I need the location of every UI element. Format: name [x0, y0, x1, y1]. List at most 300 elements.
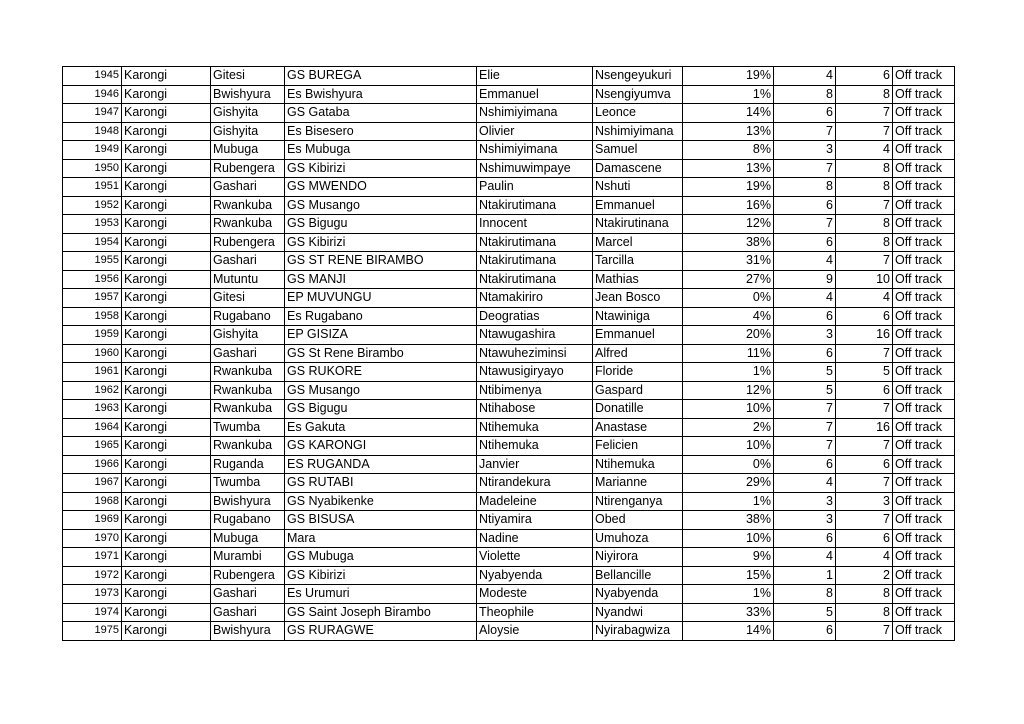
percentage-cell: 15% [683, 566, 774, 585]
table-row [63, 400, 955, 419]
row-number-cell: 1949 [63, 141, 122, 160]
score-b-cell: 4 [836, 289, 893, 308]
percentage-cell: 9% [683, 548, 774, 567]
last-name-cell: Marcel [593, 233, 683, 252]
score-a-cell: 6 [774, 196, 836, 215]
table-row [63, 85, 955, 104]
district-cell: Karongi [122, 289, 211, 308]
score-b-cell: 7 [836, 252, 893, 271]
score-b-cell: 8 [836, 85, 893, 104]
last-name-cell: Umuhoza [593, 529, 683, 548]
school-cell: Es Bwishyura [285, 85, 477, 104]
status-cell: Off track [893, 307, 955, 326]
status-cell: Off track [893, 104, 955, 123]
percentage-cell: 27% [683, 270, 774, 289]
district-cell: Karongi [122, 437, 211, 456]
score-b-cell: 8 [836, 178, 893, 197]
score-a-cell: 5 [774, 363, 836, 382]
school-cell: GS Bigugu [285, 400, 477, 419]
score-a-cell: 9 [774, 270, 836, 289]
score-b-cell: 8 [836, 603, 893, 622]
status-cell: Off track [893, 270, 955, 289]
score-b-cell: 7 [836, 400, 893, 419]
table-row [63, 178, 955, 197]
sector-cell: Rubengera [211, 233, 285, 252]
percentage-cell: 1% [683, 585, 774, 604]
sector-cell: Mubuga [211, 141, 285, 160]
status-cell: Off track [893, 511, 955, 530]
sector-cell: Rugabano [211, 307, 285, 326]
sector-cell: Gashari [211, 344, 285, 363]
last-name-cell: Damascene [593, 159, 683, 178]
score-a-cell: 3 [774, 511, 836, 530]
score-a-cell: 6 [774, 307, 836, 326]
school-cell: Es Bisesero [285, 122, 477, 141]
percentage-cell: 2% [683, 418, 774, 437]
district-cell: Karongi [122, 548, 211, 567]
percentage-cell: 14% [683, 104, 774, 123]
table-row [63, 196, 955, 215]
table-row [63, 566, 955, 585]
last-name-cell: Anastase [593, 418, 683, 437]
percentage-cell: 10% [683, 400, 774, 419]
school-cell: Es Gakuta [285, 418, 477, 437]
status-cell: Off track [893, 400, 955, 419]
percentage-cell: 1% [683, 492, 774, 511]
percentage-cell: 10% [683, 529, 774, 548]
district-cell: Karongi [122, 474, 211, 493]
percentage-cell: 14% [683, 622, 774, 641]
first-name-cell: Ntamakiriro [477, 289, 593, 308]
school-cell: GS Kibirizi [285, 159, 477, 178]
first-name-cell: Paulin [477, 178, 593, 197]
status-cell: Off track [893, 67, 955, 86]
first-name-cell: Ntakirutimana [477, 252, 593, 271]
last-name-cell: Nshimiyimana [593, 122, 683, 141]
percentage-cell: 13% [683, 159, 774, 178]
table-row [63, 122, 955, 141]
percentage-cell: 38% [683, 511, 774, 530]
row-number-cell: 1961 [63, 363, 122, 382]
row-number-cell: 1945 [63, 67, 122, 86]
percentage-cell: 1% [683, 363, 774, 382]
sector-cell: Ruganda [211, 455, 285, 474]
score-b-cell: 7 [836, 196, 893, 215]
score-a-cell: 5 [774, 603, 836, 622]
school-cell: GS Kibirizi [285, 566, 477, 585]
first-name-cell: Olivier [477, 122, 593, 141]
sector-cell: Gashari [211, 585, 285, 604]
score-a-cell: 8 [774, 85, 836, 104]
first-name-cell: Ntakirutimana [477, 196, 593, 215]
row-number-cell: 1955 [63, 252, 122, 271]
row-number-cell: 1965 [63, 437, 122, 456]
first-name-cell: Ntakirutimana [477, 270, 593, 289]
first-name-cell: Ntiyamira [477, 511, 593, 530]
school-cell: Es Mubuga [285, 141, 477, 160]
first-name-cell: Ntihemuka [477, 418, 593, 437]
score-b-cell: 5 [836, 363, 893, 382]
percentage-cell: 31% [683, 252, 774, 271]
score-a-cell: 4 [774, 67, 836, 86]
percentage-cell: 13% [683, 122, 774, 141]
percentage-cell: 10% [683, 437, 774, 456]
status-cell: Off track [893, 122, 955, 141]
table-row [63, 307, 955, 326]
sector-cell: Gashari [211, 603, 285, 622]
district-cell: Karongi [122, 400, 211, 419]
score-b-cell: 4 [836, 141, 893, 160]
district-cell: Karongi [122, 511, 211, 530]
district-cell: Karongi [122, 67, 211, 86]
school-cell: GS St Rene Birambo [285, 344, 477, 363]
score-a-cell: 7 [774, 400, 836, 419]
school-cell: GS KARONGI [285, 437, 477, 456]
score-b-cell: 6 [836, 67, 893, 86]
row-number-cell: 1953 [63, 215, 122, 234]
score-a-cell: 3 [774, 326, 836, 345]
score-a-cell: 6 [774, 233, 836, 252]
last-name-cell: Bellancille [593, 566, 683, 585]
last-name-cell: Mathias [593, 270, 683, 289]
percentage-cell: 0% [683, 289, 774, 308]
district-cell: Karongi [122, 104, 211, 123]
sector-cell: Mutuntu [211, 270, 285, 289]
last-name-cell: Tarcilla [593, 252, 683, 271]
row-number-cell: 1967 [63, 474, 122, 493]
first-name-cell: Innocent [477, 215, 593, 234]
sector-cell: Gashari [211, 252, 285, 271]
sector-cell: Gishyita [211, 326, 285, 345]
percentage-cell: 11% [683, 344, 774, 363]
status-cell: Off track [893, 289, 955, 308]
percentage-cell: 33% [683, 603, 774, 622]
last-name-cell: Ntakirutinana [593, 215, 683, 234]
score-a-cell: 4 [774, 548, 836, 567]
last-name-cell: Nyandwi [593, 603, 683, 622]
district-cell: Karongi [122, 159, 211, 178]
first-name-cell: Ntawusigiryayo [477, 363, 593, 382]
status-cell: Off track [893, 215, 955, 234]
row-number-cell: 1970 [63, 529, 122, 548]
last-name-cell: Nyabyenda [593, 585, 683, 604]
score-a-cell: 4 [774, 289, 836, 308]
row-number-cell: 1948 [63, 122, 122, 141]
table-row [63, 159, 955, 178]
status-cell: Off track [893, 196, 955, 215]
last-name-cell: Nsengeyukuri [593, 67, 683, 86]
sector-cell: Rwankuba [211, 400, 285, 419]
school-cell: GS Kibirizi [285, 233, 477, 252]
status-cell: Off track [893, 603, 955, 622]
district-cell: Karongi [122, 585, 211, 604]
table-row [63, 363, 955, 382]
status-cell: Off track [893, 344, 955, 363]
status-cell: Off track [893, 566, 955, 585]
row-number-cell: 1952 [63, 196, 122, 215]
district-cell: Karongi [122, 178, 211, 197]
percentage-cell: 19% [683, 178, 774, 197]
first-name-cell: Deogratias [477, 307, 593, 326]
row-number-cell: 1958 [63, 307, 122, 326]
percentage-cell: 8% [683, 141, 774, 160]
school-cell: GS MWENDO [285, 178, 477, 197]
first-name-cell: Ntihabose [477, 400, 593, 419]
status-cell: Off track [893, 437, 955, 456]
first-name-cell: Nshimiyimana [477, 141, 593, 160]
school-cell: Es Rugabano [285, 307, 477, 326]
district-cell: Karongi [122, 455, 211, 474]
sector-cell: Gitesi [211, 289, 285, 308]
row-number-cell: 1971 [63, 548, 122, 567]
last-name-cell: Ntihemuka [593, 455, 683, 474]
last-name-cell: Emmanuel [593, 326, 683, 345]
table-row [63, 67, 955, 86]
school-cell: GS MANJI [285, 270, 477, 289]
sector-cell: Gitesi [211, 67, 285, 86]
table-row [63, 141, 955, 160]
first-name-cell: Madeleine [477, 492, 593, 511]
sector-cell: Bwishyura [211, 492, 285, 511]
row-number-cell: 1962 [63, 381, 122, 400]
last-name-cell: Obed [593, 511, 683, 530]
last-name-cell: Samuel [593, 141, 683, 160]
score-a-cell: 7 [774, 122, 836, 141]
score-a-cell: 4 [774, 252, 836, 271]
first-name-cell: Ntibimenya [477, 381, 593, 400]
table-row [63, 529, 955, 548]
table-row [63, 215, 955, 234]
row-number-cell: 1974 [63, 603, 122, 622]
table-row [63, 455, 955, 474]
first-name-cell: Nadine [477, 529, 593, 548]
score-b-cell: 7 [836, 122, 893, 141]
district-cell: Karongi [122, 196, 211, 215]
table-row [63, 418, 955, 437]
first-name-cell: Ntawuheziminsi [477, 344, 593, 363]
table-row [63, 270, 955, 289]
status-cell: Off track [893, 622, 955, 641]
first-name-cell: Ntihemuka [477, 437, 593, 456]
status-cell: Off track [893, 474, 955, 493]
row-number-cell: 1954 [63, 233, 122, 252]
district-cell: Karongi [122, 252, 211, 271]
school-cell: GS RURAGWE [285, 622, 477, 641]
row-number-cell: 1960 [63, 344, 122, 363]
school-cell: GS BUREGA [285, 67, 477, 86]
last-name-cell: Nsengiyumva [593, 85, 683, 104]
school-cell: ES RUGANDA [285, 455, 477, 474]
status-cell: Off track [893, 529, 955, 548]
status-cell: Off track [893, 326, 955, 345]
row-number-cell: 1951 [63, 178, 122, 197]
sector-cell: Gashari [211, 178, 285, 197]
table-row [63, 344, 955, 363]
sector-cell: Bwishyura [211, 85, 285, 104]
first-name-cell: Violette [477, 548, 593, 567]
status-cell: Off track [893, 418, 955, 437]
score-b-cell: 7 [836, 622, 893, 641]
sector-cell: Twumba [211, 474, 285, 493]
table-row [63, 511, 955, 530]
percentage-cell: 20% [683, 326, 774, 345]
score-a-cell: 3 [774, 492, 836, 511]
percentage-cell: 0% [683, 455, 774, 474]
sector-cell: Bwishyura [211, 622, 285, 641]
last-name-cell: Donatille [593, 400, 683, 419]
first-name-cell: Elie [477, 67, 593, 86]
first-name-cell: Ntakirutimana [477, 233, 593, 252]
last-name-cell: Jean Bosco [593, 289, 683, 308]
first-name-cell: Ntirandekura [477, 474, 593, 493]
row-number-cell: 1946 [63, 85, 122, 104]
district-cell: Karongi [122, 122, 211, 141]
score-a-cell: 7 [774, 159, 836, 178]
district-cell: Karongi [122, 85, 211, 104]
sector-cell: Gishyita [211, 104, 285, 123]
score-b-cell: 7 [836, 437, 893, 456]
district-cell: Karongi [122, 381, 211, 400]
school-cell: GS Bigugu [285, 215, 477, 234]
school-cell: GS BISUSA [285, 511, 477, 530]
score-b-cell: 7 [836, 511, 893, 530]
score-b-cell: 16 [836, 418, 893, 437]
row-number-cell: 1947 [63, 104, 122, 123]
school-cell: GS Mubuga [285, 548, 477, 567]
score-a-cell: 8 [774, 178, 836, 197]
sector-cell: Mubuga [211, 529, 285, 548]
score-b-cell: 7 [836, 474, 893, 493]
score-b-cell: 7 [836, 344, 893, 363]
district-cell: Karongi [122, 622, 211, 641]
table-row [63, 233, 955, 252]
row-number-cell: 1956 [63, 270, 122, 289]
score-b-cell: 8 [836, 159, 893, 178]
table-row [63, 548, 955, 567]
school-cell: GS Saint Joseph Birambo [285, 603, 477, 622]
district-cell: Karongi [122, 566, 211, 585]
last-name-cell: Niyirora [593, 548, 683, 567]
score-b-cell: 8 [836, 585, 893, 604]
percentage-cell: 16% [683, 196, 774, 215]
last-name-cell: Nshuti [593, 178, 683, 197]
row-number-cell: 1973 [63, 585, 122, 604]
score-a-cell: 6 [774, 622, 836, 641]
row-number-cell: 1959 [63, 326, 122, 345]
score-a-cell: 4 [774, 474, 836, 493]
status-cell: Off track [893, 585, 955, 604]
status-cell: Off track [893, 85, 955, 104]
first-name-cell: Ntawugashira [477, 326, 593, 345]
status-cell: Off track [893, 233, 955, 252]
first-name-cell: Aloysie [477, 622, 593, 641]
row-number-cell: 1975 [63, 622, 122, 641]
school-cell: EP GISIZA [285, 326, 477, 345]
table-row [63, 326, 955, 345]
row-number-cell: 1963 [63, 400, 122, 419]
school-cell: GS Gataba [285, 104, 477, 123]
district-cell: Karongi [122, 529, 211, 548]
last-name-cell: Emmanuel [593, 196, 683, 215]
score-b-cell: 8 [836, 215, 893, 234]
status-cell: Off track [893, 252, 955, 271]
score-a-cell: 6 [774, 104, 836, 123]
status-cell: Off track [893, 178, 955, 197]
school-cell: GS RUKORE [285, 363, 477, 382]
sector-cell: Rwankuba [211, 363, 285, 382]
percentage-cell: 19% [683, 67, 774, 86]
first-name-cell: Janvier [477, 455, 593, 474]
table-row [63, 381, 955, 400]
status-cell: Off track [893, 141, 955, 160]
score-b-cell: 6 [836, 455, 893, 474]
last-name-cell: Gaspard [593, 381, 683, 400]
score-a-cell: 6 [774, 529, 836, 548]
last-name-cell: Felicien [593, 437, 683, 456]
district-cell: Karongi [122, 363, 211, 382]
status-cell: Off track [893, 492, 955, 511]
percentage-cell: 4% [683, 307, 774, 326]
score-b-cell: 10 [836, 270, 893, 289]
first-name-cell: Nyabyenda [477, 566, 593, 585]
status-cell: Off track [893, 455, 955, 474]
score-a-cell: 6 [774, 344, 836, 363]
percentage-cell: 12% [683, 381, 774, 400]
score-b-cell: 8 [836, 233, 893, 252]
percentage-cell: 38% [683, 233, 774, 252]
score-a-cell: 7 [774, 437, 836, 456]
last-name-cell: Ntawiniga [593, 307, 683, 326]
school-cell: Mara [285, 529, 477, 548]
row-number-cell: 1964 [63, 418, 122, 437]
last-name-cell: Alfred [593, 344, 683, 363]
first-name-cell: Theophile [477, 603, 593, 622]
sector-cell: Murambi [211, 548, 285, 567]
district-cell: Karongi [122, 492, 211, 511]
first-name-cell: Nshimiyimana [477, 104, 593, 123]
row-number-cell: 1950 [63, 159, 122, 178]
table-row [63, 252, 955, 271]
score-b-cell: 6 [836, 307, 893, 326]
row-number-cell: 1972 [63, 566, 122, 585]
score-b-cell: 2 [836, 566, 893, 585]
sector-cell: Rubengera [211, 159, 285, 178]
score-b-cell: 6 [836, 529, 893, 548]
percentage-cell: 12% [683, 215, 774, 234]
table-row [63, 104, 955, 123]
data-table [62, 66, 955, 641]
sector-cell: Gishyita [211, 122, 285, 141]
district-cell: Karongi [122, 233, 211, 252]
score-a-cell: 1 [774, 566, 836, 585]
score-b-cell: 16 [836, 326, 893, 345]
score-a-cell: 5 [774, 381, 836, 400]
last-name-cell: Leonce [593, 104, 683, 123]
sector-cell: Rwankuba [211, 196, 285, 215]
score-b-cell: 3 [836, 492, 893, 511]
district-cell: Karongi [122, 344, 211, 363]
first-name-cell: Nshimuwimpaye [477, 159, 593, 178]
sector-cell: Rubengera [211, 566, 285, 585]
sector-cell: Rugabano [211, 511, 285, 530]
district-cell: Karongi [122, 326, 211, 345]
row-number-cell: 1969 [63, 511, 122, 530]
school-cell: GS RUTABI [285, 474, 477, 493]
last-name-cell: Ntirenganya [593, 492, 683, 511]
school-cell: Es Urumuri [285, 585, 477, 604]
school-cell: EP MUVUNGU [285, 289, 477, 308]
score-a-cell: 7 [774, 418, 836, 437]
